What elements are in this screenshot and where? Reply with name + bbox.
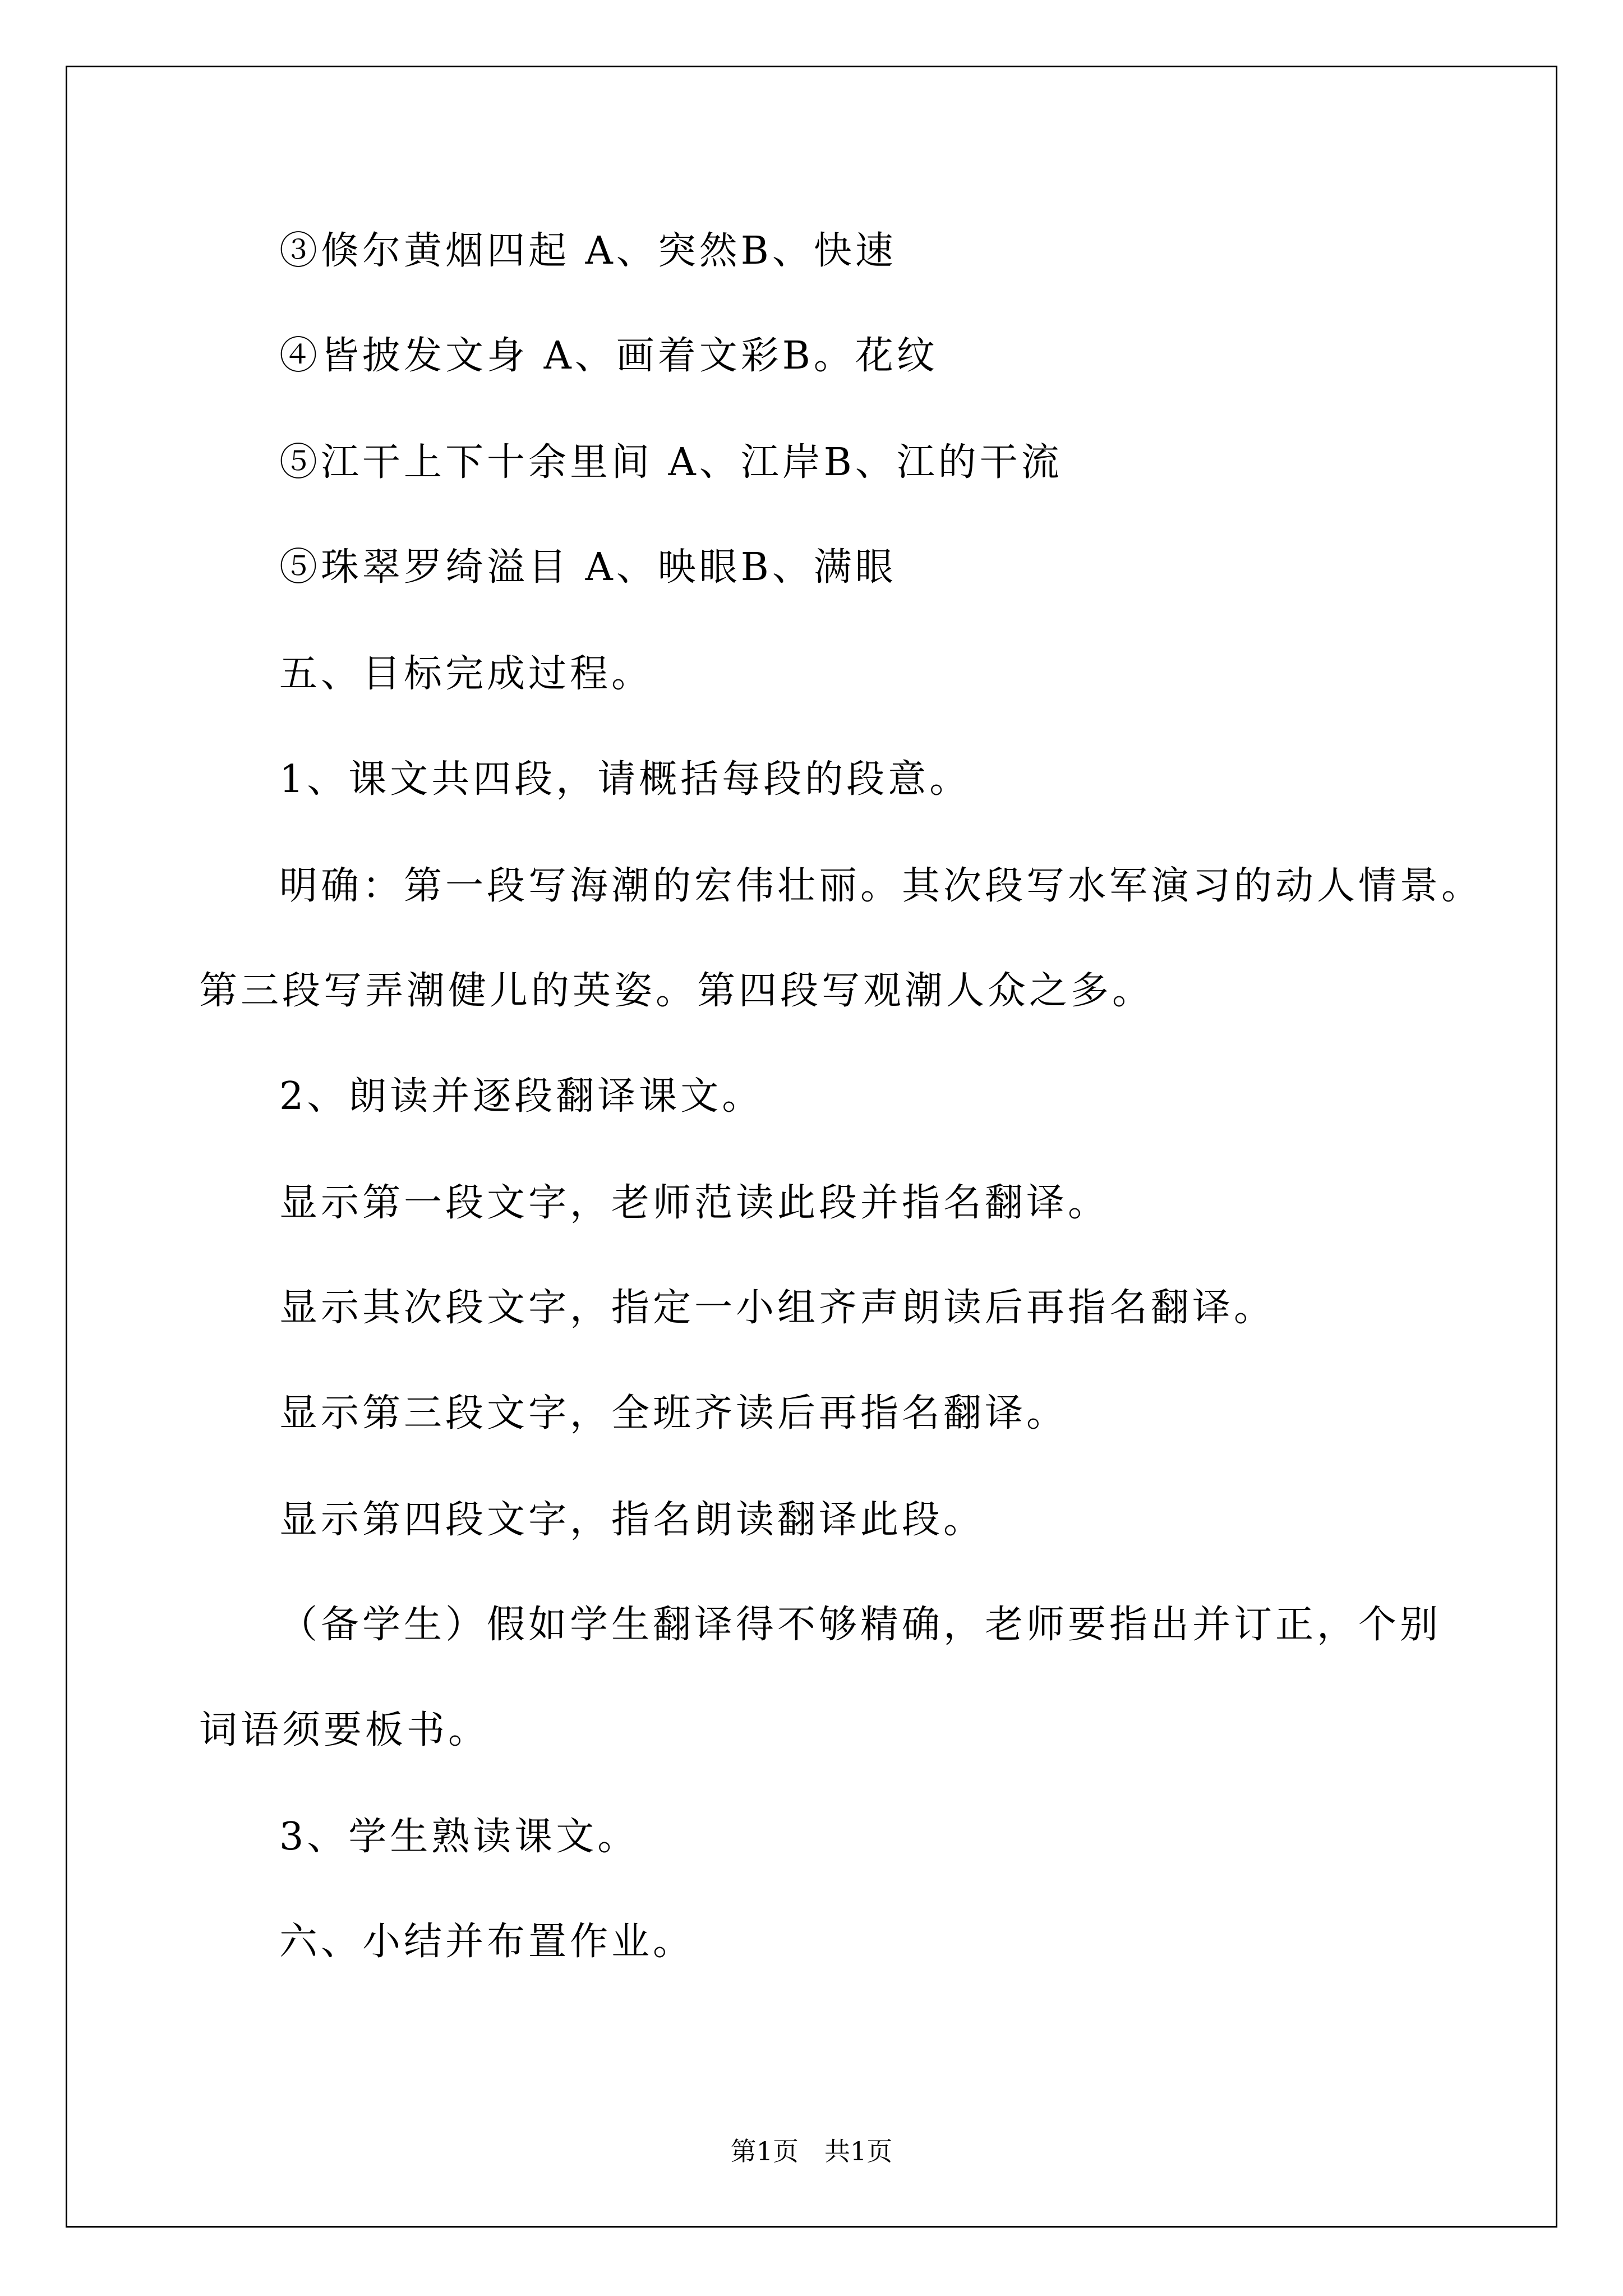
instruction-para-1: 显示第一段文字，老师范读此段并指名翻译。 bbox=[279, 1181, 1110, 1225]
instruction-para-2: 显示其次段文字，指定一小组齐声朗读后再指名翻译。 bbox=[279, 1286, 1276, 1330]
step-1: 1、课文共四段，请概括每段的段意。 bbox=[279, 757, 971, 802]
paragraph-item-5a: ⑤江干上下十余里间 A、江岸B、江的干流 bbox=[279, 440, 1063, 485]
step-3: 3、学生熟读课文。 bbox=[279, 1815, 639, 1859]
section-heading-5: 五、目标完成过程。 bbox=[279, 652, 653, 696]
step-2: 2、朗读并逐段翻译课文。 bbox=[279, 1074, 764, 1119]
note-line-1: （备学生）假如学生翻译得不够精确，老师要指出并订正，个别 bbox=[279, 1603, 1442, 1647]
paragraph-item-3: ③倏尔黄烟四起 A、突然B、快速 bbox=[279, 229, 897, 273]
instruction-para-4: 显示第四段文字，指名朗读翻译此段。 bbox=[279, 1498, 985, 1542]
page-number-footer: 第1页 共1页 bbox=[730, 2136, 893, 2166]
paragraph-item-5b: ⑤珠翠罗绮溢目 A、映眼B、满眼 bbox=[279, 545, 897, 590]
clarification-line-2: 第三段写弄潮健儿的英姿。第四段写观潮人众之多。 bbox=[199, 969, 1154, 1013]
note-line-2: 词语须要板书。 bbox=[199, 1708, 490, 1752]
clarification-line-1: 明确：第一段写海潮的宏伟壮丽。其次段写水军演习的动人情景。 bbox=[279, 864, 1483, 908]
section-heading-6: 六、小结并布置作业。 bbox=[279, 1920, 695, 1964]
paragraph-item-4: ④皆披发文身 A、画着文彩B。花纹 bbox=[279, 334, 938, 378]
instruction-para-3: 显示第三段文字，全班齐读后再指名翻译。 bbox=[279, 1391, 1068, 1435]
page-border bbox=[66, 66, 1557, 2228]
